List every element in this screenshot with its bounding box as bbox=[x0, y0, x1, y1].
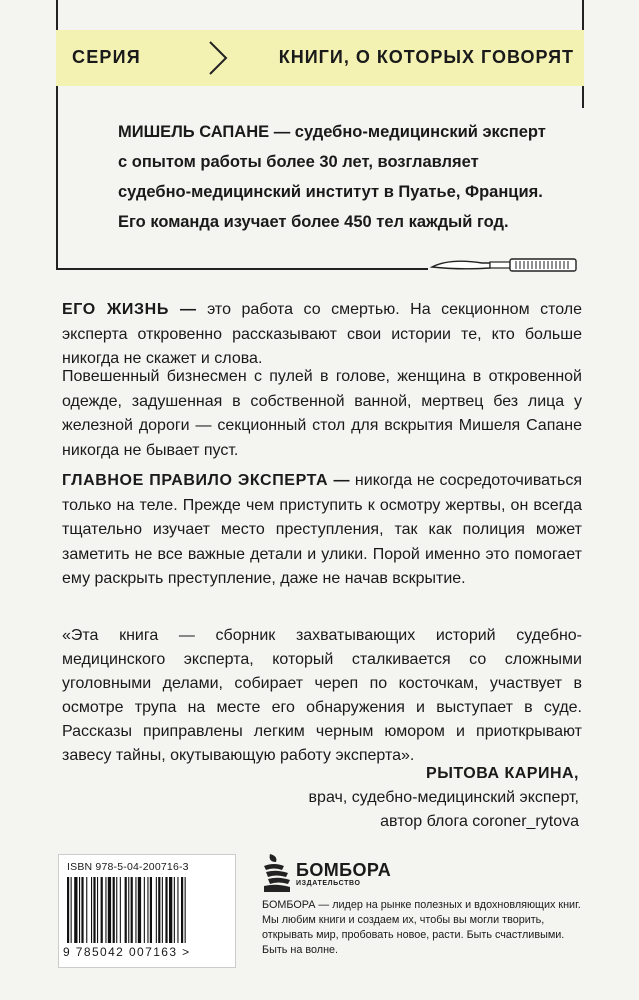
paragraph-cases bbox=[62, 365, 582, 463]
barcode-number: 9 785042 007163 > bbox=[63, 945, 191, 959]
author-bio-line: Его команда изучает более 450 тел каждый год. bbox=[118, 213, 509, 231]
frame-bottom-line bbox=[56, 268, 428, 270]
paragraph-his-life bbox=[62, 298, 582, 372]
isbn-label: ISBN 978-5-04-200716-3 bbox=[67, 861, 189, 873]
author-bio-line: с опытом работы более 30 лет, возглавляет bbox=[118, 153, 479, 171]
barcode bbox=[65, 877, 229, 945]
paragraph-main-rule bbox=[62, 469, 582, 592]
paragraph-text: Повешенный бизнесмен с пулей в голове, женщина в откровенной одежде, задушенная в собственной ванной, мертвец без лица у железной дороги — секционный стол для вскрытия Мишеля Сапане никогда не бывает пуст. bbox=[62, 368, 582, 459]
author-bio-line: судебно-медицинский институт в Пуатье, Франция. bbox=[118, 183, 543, 201]
scalpel-icon bbox=[430, 254, 578, 281]
publisher-name: БОМБОРА bbox=[296, 860, 392, 880]
quote-author-role: врач, судебно-медицинский эксперт, bbox=[308, 789, 579, 806]
barcode-box bbox=[58, 854, 236, 968]
publisher-description: БОМБОРА — лидер на рынке полезных и вдохновляющих книг. Мы любим книги и создаем их, чтобы вы могли творить, открывать мир, пробовать новое, расти. Быть счастливыми. Быть на волне. bbox=[262, 899, 581, 956]
series-banner bbox=[56, 30, 584, 86]
series-label: СЕРИЯ bbox=[72, 47, 141, 67]
series-title: КНИГИ, О КОТОРЫХ ГОВОРЯТ bbox=[278, 47, 574, 67]
quote-author-name: РЫТОВА КАРИНА, bbox=[426, 765, 579, 782]
paragraph-lead: ГЛАВНОЕ ПРАВИЛО ЭКСПЕРТА — bbox=[62, 472, 351, 489]
publisher-subtitle: ИЗДАТЕЛЬСТВО bbox=[296, 880, 361, 887]
author-bio-line: МИШЕЛЬ САПАНЕ — судебно-медицинский эксперт bbox=[118, 123, 546, 141]
paragraph-text: никогда не сосредоточиваться только на теле. Прежде чем приступить к осмотру жертвы, он всегда тщательно изучает место преступления, так как полиция может заметить не все важные детали и улики. Порой именно это помогает ему раскрыть преступление, даже не начав вскрытие. bbox=[62, 472, 583, 588]
chevron-right-icon bbox=[206, 39, 230, 82]
paragraph-lead: ЕГО ЖИЗНЬ — bbox=[62, 301, 197, 318]
review-quote: «Эта книга — сборник захватывающих историй судебно-медицинского эксперта, который сталкивается со сложными уголовными делами, собирает череп по косточкам, участвует в осмотре трупа на месте его обнаружения и выступает в суде. Рассказы приправлены легким черным юмором и приоткрывают завесу тайны, окутывающую работу эксперта». bbox=[62, 627, 582, 764]
author-bio bbox=[118, 117, 578, 237]
paragraph-text: это работа со смертью. На секционном столе эксперта откровенно рассказывают свои истории те, кто больше никогда не скажет и слова. bbox=[62, 301, 583, 368]
quote-author-blog: автор блога coroner_rytova bbox=[380, 813, 579, 830]
bombora-logo-icon bbox=[262, 852, 292, 899]
quote-attribution bbox=[309, 762, 579, 834]
